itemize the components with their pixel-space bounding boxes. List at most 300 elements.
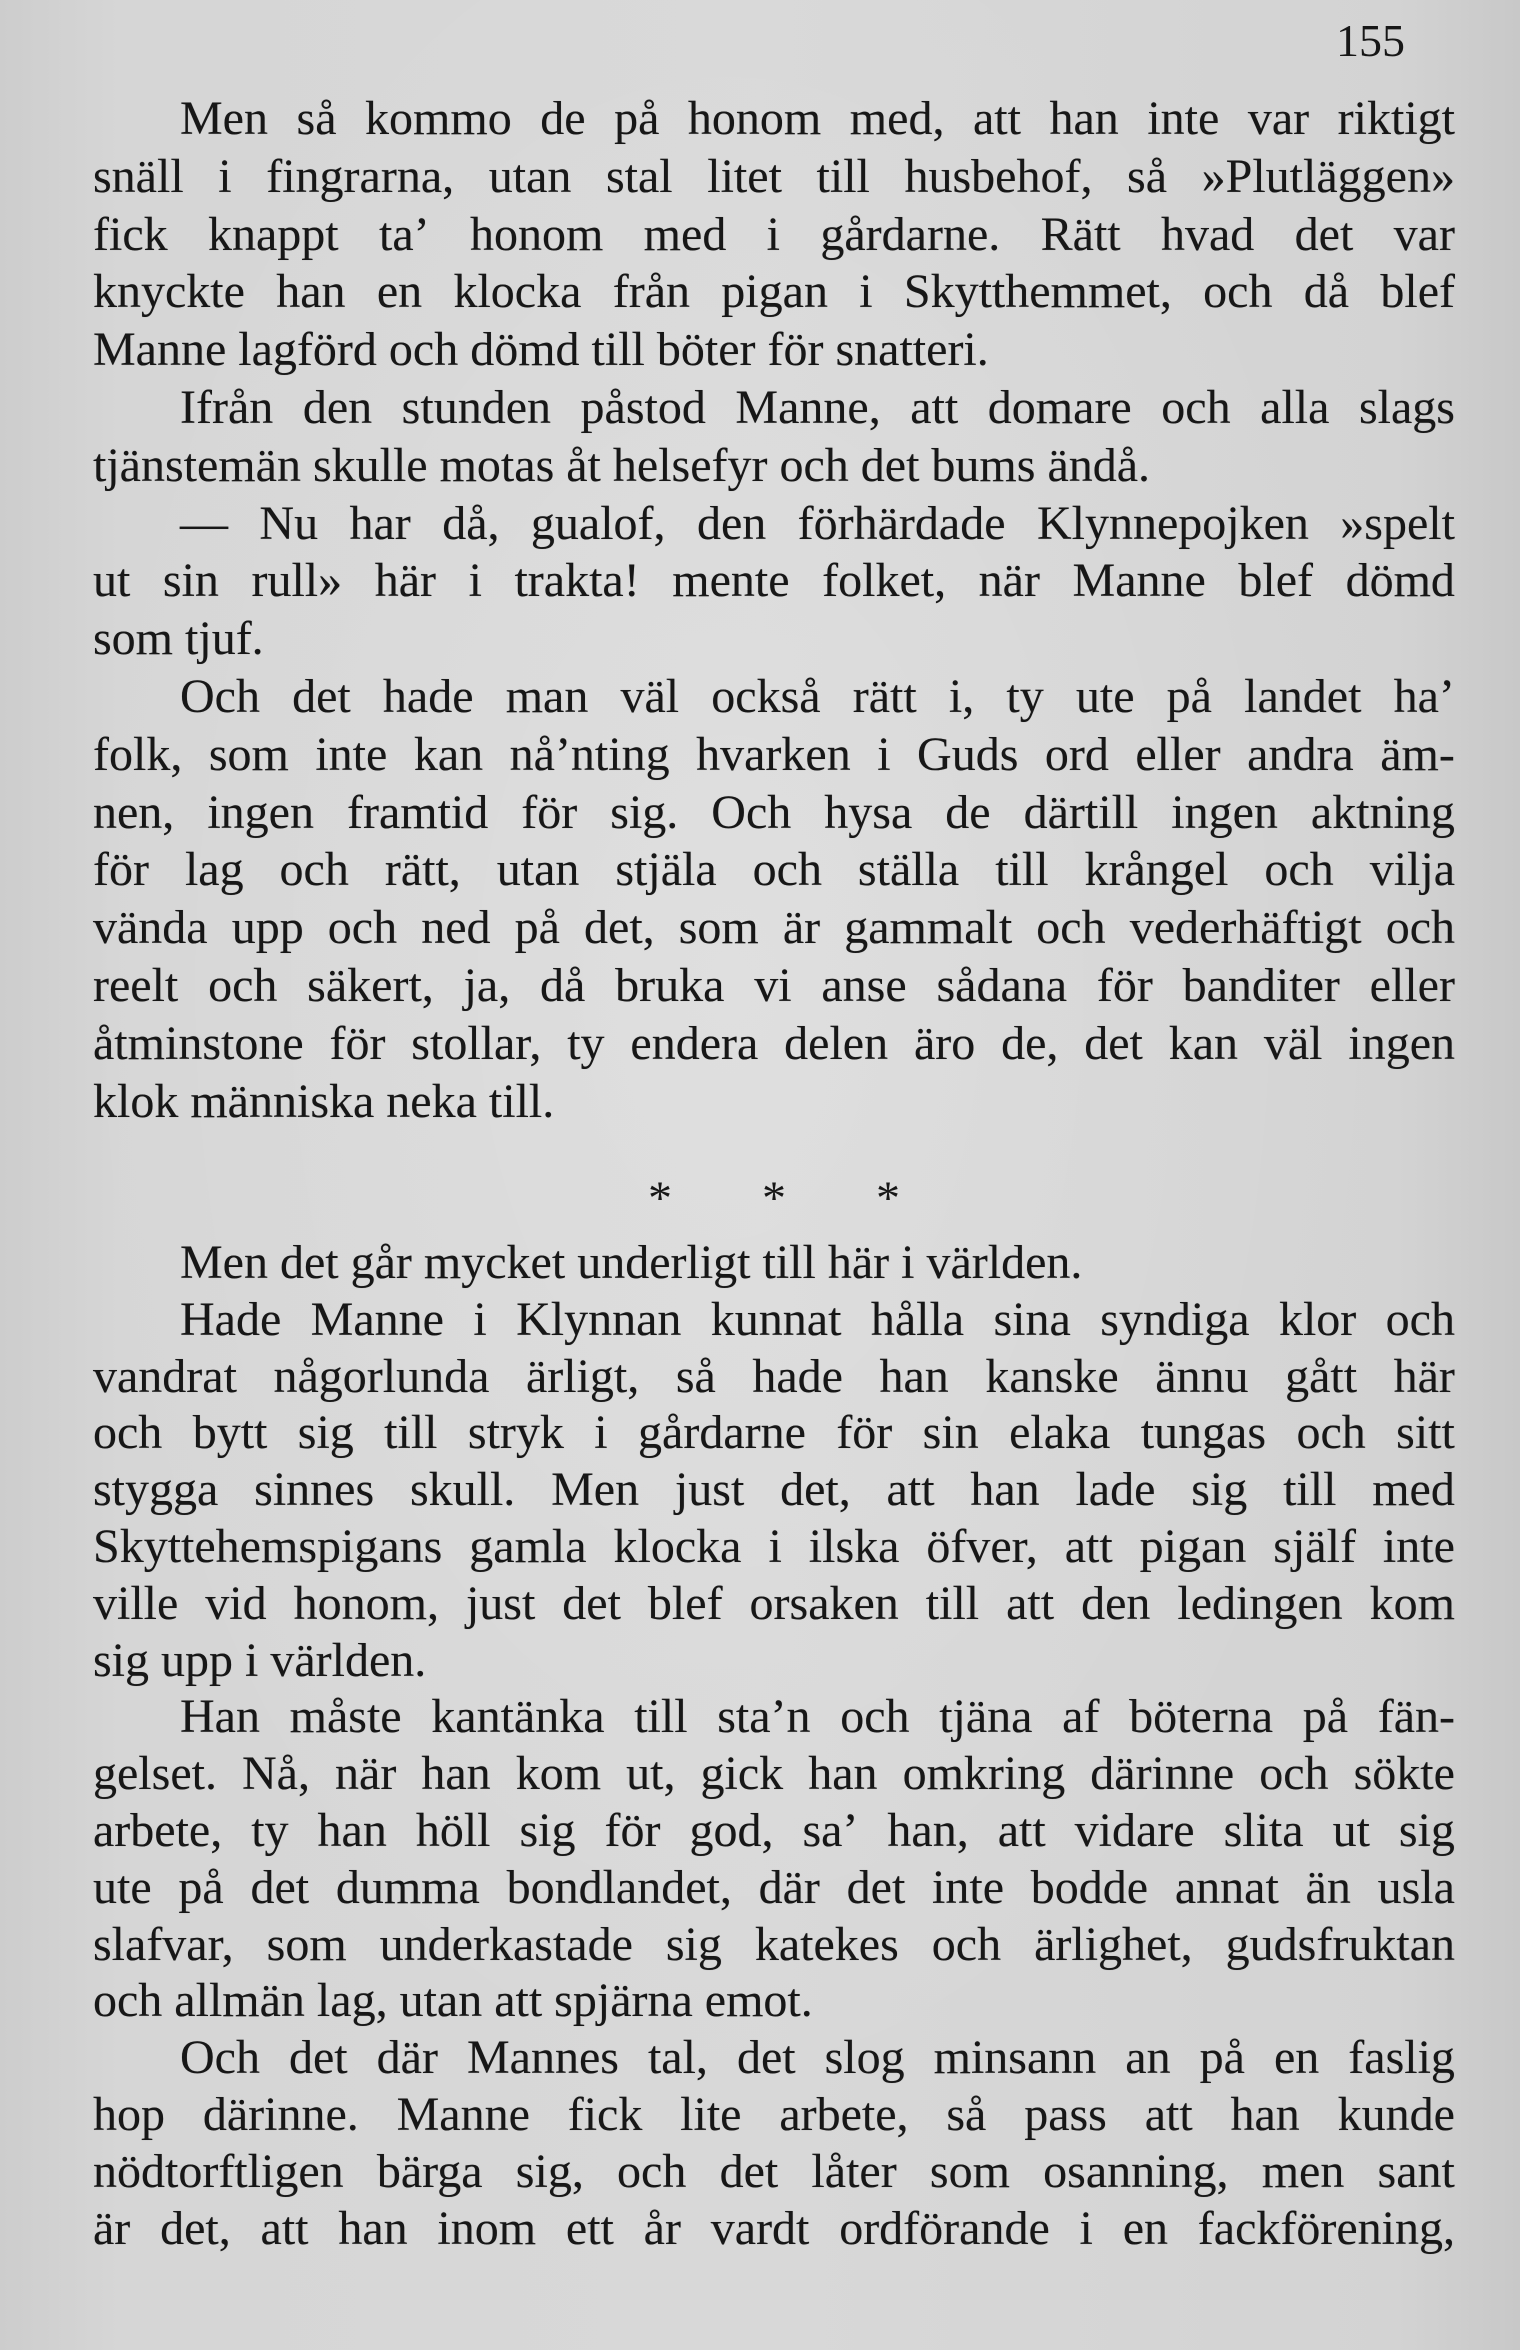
word: gårdarne. bbox=[820, 207, 1001, 261]
word: och bbox=[1385, 901, 1455, 955]
word: af bbox=[1062, 1690, 1100, 1744]
word: den bbox=[302, 380, 373, 434]
word: vandrat bbox=[93, 1349, 237, 1403]
word: faslig bbox=[1348, 2031, 1455, 2085]
word: att bbox=[1144, 2087, 1193, 2141]
word: Skytthemmet, bbox=[903, 265, 1172, 319]
word: på bbox=[178, 1860, 224, 1914]
word: att bbox=[910, 380, 959, 434]
word: husbehof, bbox=[904, 149, 1093, 203]
word: ut bbox=[93, 554, 131, 608]
text-line bbox=[93, 1349, 1455, 1406]
text-line bbox=[93, 552, 1455, 610]
word: klor bbox=[1278, 1292, 1357, 1346]
word: han, bbox=[887, 1803, 969, 1857]
word: ledingen bbox=[1177, 1576, 1343, 1630]
word: »spelt bbox=[1340, 496, 1455, 550]
word: och bbox=[1259, 1747, 1329, 1801]
word: ute bbox=[93, 1860, 152, 1914]
word: annat bbox=[1174, 1860, 1279, 1914]
text-line bbox=[93, 379, 1455, 437]
text-line bbox=[93, 2201, 1455, 2258]
word: som bbox=[929, 2144, 1010, 2198]
word: och bbox=[1385, 1292, 1455, 1346]
word: från bbox=[612, 265, 690, 319]
text-line bbox=[93, 1015, 1455, 1073]
word: Skyttehemspigans bbox=[93, 1519, 443, 1573]
word: litet bbox=[707, 149, 782, 203]
word: åtminstone bbox=[93, 1016, 304, 1070]
word: han bbox=[879, 1349, 949, 1403]
word: det, bbox=[160, 2201, 231, 2255]
word: utan bbox=[496, 843, 580, 897]
word: ja, bbox=[463, 958, 511, 1012]
word: tjäna bbox=[939, 1690, 1033, 1744]
word: en bbox=[1273, 2031, 1320, 2085]
word: därinne. bbox=[202, 2087, 359, 2141]
word: han bbox=[808, 1747, 878, 1801]
word: och bbox=[1296, 1406, 1366, 1460]
word: det bbox=[1294, 207, 1354, 261]
text-line bbox=[93, 1519, 1455, 1576]
word: gualof, bbox=[530, 496, 666, 550]
word: och bbox=[931, 1917, 1002, 1971]
word: landet bbox=[1244, 669, 1362, 723]
word: kan bbox=[1168, 1016, 1239, 1070]
word: omkring bbox=[902, 1747, 1066, 1801]
word: Klynnan bbox=[516, 1292, 682, 1346]
text-line: Manne lagförd och dömd till böter för snatteri. bbox=[93, 323, 989, 377]
word: Rätt bbox=[1040, 207, 1121, 261]
word: bondlandet, bbox=[506, 1860, 732, 1914]
word: fackförening, bbox=[1197, 2201, 1455, 2255]
word: sant bbox=[1377, 2144, 1455, 2198]
word: när bbox=[335, 1747, 397, 1801]
word: delen bbox=[784, 1016, 889, 1070]
word: måste bbox=[289, 1690, 402, 1744]
word: gamla bbox=[469, 1519, 587, 1573]
word: an bbox=[1125, 2031, 1171, 2085]
word: en bbox=[1122, 2201, 1168, 2255]
word: och bbox=[93, 1406, 163, 1460]
text-line bbox=[93, 1746, 1455, 1803]
word: att bbox=[997, 1803, 1046, 1857]
word: slafvar, bbox=[93, 1917, 234, 1971]
paragraph bbox=[93, 90, 1455, 379]
word: gått bbox=[1285, 1349, 1358, 1403]
word: ord bbox=[1044, 727, 1109, 781]
word: inte bbox=[315, 727, 388, 781]
word: Mannes bbox=[466, 2031, 619, 2085]
word: hade bbox=[752, 1349, 843, 1403]
word: sin bbox=[922, 1406, 979, 1460]
word: att bbox=[886, 1463, 935, 1517]
word: — bbox=[180, 496, 228, 550]
word: på bbox=[514, 901, 560, 955]
word: sig bbox=[519, 1803, 576, 1857]
word: sökte bbox=[1353, 1747, 1455, 1801]
word: att bbox=[1064, 1519, 1113, 1573]
word: för bbox=[836, 1406, 893, 1460]
word: »Plutläggen» bbox=[1201, 149, 1455, 203]
word: då bbox=[1303, 265, 1350, 319]
word: och bbox=[1203, 265, 1273, 319]
word: stollar, bbox=[411, 1016, 542, 1070]
word: låter bbox=[811, 2144, 897, 2198]
word: ilska bbox=[808, 1519, 900, 1573]
word: knyckte bbox=[93, 265, 245, 319]
text-line bbox=[93, 90, 1455, 148]
word: hade bbox=[382, 669, 474, 723]
text-line: sig upp i världen. bbox=[93, 1633, 427, 1687]
word: och bbox=[617, 2144, 687, 2198]
word: i bbox=[859, 265, 873, 319]
word: Klynnepojken bbox=[1036, 496, 1309, 550]
word: inte bbox=[1382, 1519, 1455, 1573]
word: höll bbox=[415, 1803, 491, 1857]
word: i bbox=[766, 207, 781, 261]
word: med, bbox=[849, 92, 945, 145]
word: fingrarna, bbox=[266, 149, 455, 203]
text-line bbox=[93, 263, 1455, 321]
word: god, bbox=[689, 1803, 774, 1857]
paragraph bbox=[93, 1689, 1455, 2030]
word: det, bbox=[780, 1463, 851, 1517]
word: vidare bbox=[1074, 1803, 1195, 1857]
word: som bbox=[678, 901, 759, 955]
word: sta’n bbox=[717, 1690, 811, 1744]
word: gick bbox=[700, 1747, 784, 1801]
word: väl bbox=[1263, 1016, 1323, 1070]
word: eller bbox=[1135, 727, 1221, 781]
word: bodde bbox=[1030, 1860, 1149, 1914]
word: gårdarne bbox=[638, 1406, 806, 1460]
word: vilja bbox=[1369, 843, 1455, 897]
word: öfver, bbox=[926, 1519, 1038, 1573]
text-line bbox=[93, 2030, 1455, 2087]
word: pigan bbox=[721, 265, 828, 319]
word: och bbox=[1161, 380, 1231, 434]
word: ställa bbox=[857, 843, 960, 897]
word: alla bbox=[1260, 380, 1330, 434]
word: sig, bbox=[515, 2144, 584, 2198]
section-1 bbox=[93, 90, 1455, 1130]
word: sitt bbox=[1396, 1406, 1455, 1460]
word: påstod bbox=[580, 380, 706, 434]
word: usla bbox=[1377, 1860, 1455, 1914]
word: Och bbox=[180, 2031, 260, 2085]
word: här bbox=[1393, 1349, 1455, 1403]
word: elaka bbox=[1009, 1406, 1111, 1460]
text-line bbox=[93, 2087, 1455, 2144]
word: rull» bbox=[251, 554, 343, 608]
word: reelt bbox=[93, 958, 179, 1012]
word: och bbox=[1036, 901, 1106, 955]
word: aktning bbox=[1310, 785, 1455, 839]
text-line bbox=[93, 1917, 1455, 1974]
text-line bbox=[93, 2144, 1455, 2201]
word: också bbox=[711, 669, 821, 723]
word: bärga bbox=[376, 2144, 483, 2198]
word: honom bbox=[687, 92, 822, 145]
paragraph bbox=[93, 1235, 1455, 1292]
text-line bbox=[93, 495, 1455, 553]
word: till bbox=[816, 149, 870, 203]
word: stryk bbox=[467, 1406, 564, 1460]
word: till bbox=[634, 1690, 688, 1744]
word: är bbox=[93, 2201, 131, 2255]
word: ute bbox=[1075, 669, 1135, 723]
word: honom bbox=[469, 207, 604, 261]
word: inte bbox=[932, 1860, 1005, 1914]
page-number: 155 bbox=[1336, 15, 1405, 66]
word: skull. bbox=[409, 1463, 516, 1517]
word: till bbox=[925, 1576, 980, 1630]
word: man bbox=[505, 669, 589, 723]
word: knappt bbox=[207, 207, 339, 261]
word: stygga bbox=[93, 1463, 219, 1517]
word: de, bbox=[1001, 1016, 1059, 1070]
word: Hade bbox=[180, 1292, 282, 1346]
word: så bbox=[296, 92, 337, 145]
word: ingen bbox=[1348, 1016, 1455, 1070]
word: lade bbox=[1075, 1463, 1156, 1517]
word: i bbox=[877, 727, 891, 781]
word: nen, bbox=[93, 785, 175, 839]
word: själf bbox=[1273, 1519, 1356, 1573]
word: att bbox=[972, 92, 1021, 145]
text-line: Men det går mycket underligt till här i världen. bbox=[180, 1236, 1083, 1289]
word: gelset. bbox=[93, 1747, 217, 1801]
word: osanning, bbox=[1043, 2144, 1229, 2198]
word: det bbox=[736, 2031, 796, 2085]
word: för bbox=[604, 1803, 661, 1857]
word: gammalt bbox=[844, 901, 1013, 955]
word: vi bbox=[754, 958, 792, 1012]
word: på bbox=[614, 92, 660, 145]
word: bruka bbox=[615, 958, 725, 1012]
word: ärligt, bbox=[525, 1349, 640, 1403]
text-line bbox=[93, 668, 1455, 726]
paragraph bbox=[93, 2030, 1455, 2257]
word: inom bbox=[437, 2201, 537, 2255]
word: och bbox=[840, 1690, 910, 1744]
text-line: och allmän lag, utan att spjärna emot. bbox=[93, 1974, 813, 2028]
word: det bbox=[288, 2031, 348, 2085]
word: och bbox=[208, 958, 278, 1012]
word: ty bbox=[1006, 669, 1044, 723]
word: klocka bbox=[453, 265, 582, 319]
word: Och bbox=[180, 669, 260, 723]
word: pigan bbox=[1139, 1519, 1247, 1573]
word: krångel bbox=[1084, 843, 1229, 897]
word: kommo bbox=[365, 92, 512, 145]
word: det bbox=[846, 1860, 906, 1914]
word: med bbox=[1372, 1463, 1455, 1517]
text-line bbox=[93, 1803, 1455, 1860]
word: ordförande bbox=[839, 2201, 1050, 2255]
word: och bbox=[1264, 843, 1334, 897]
word: slog bbox=[824, 2031, 905, 2085]
paragraph bbox=[93, 495, 1455, 668]
word: blef bbox=[647, 1576, 723, 1630]
word: Och bbox=[711, 785, 792, 839]
word: kunnat bbox=[710, 1292, 842, 1346]
word: stjäla bbox=[615, 843, 717, 897]
word: därinne bbox=[1090, 1747, 1235, 1801]
word: i bbox=[473, 1292, 487, 1346]
word: rätt, bbox=[384, 843, 461, 897]
word: hvad bbox=[1160, 207, 1255, 261]
word: Manne bbox=[396, 2087, 530, 2141]
word: Men bbox=[180, 92, 268, 145]
word: det bbox=[562, 1576, 621, 1630]
word: folket, bbox=[822, 554, 947, 608]
word: de bbox=[945, 785, 991, 839]
word: ty bbox=[567, 1016, 605, 1070]
word: minsann bbox=[933, 2031, 1097, 2085]
text-line: som tjuf. bbox=[93, 612, 264, 666]
word: klocka bbox=[613, 1519, 742, 1573]
word: katekes bbox=[754, 1917, 899, 1971]
word: trakta! bbox=[514, 554, 640, 608]
word: en bbox=[376, 265, 423, 319]
word: arbete, bbox=[779, 2087, 909, 2141]
text-line bbox=[93, 1576, 1455, 1633]
word: inte bbox=[1147, 92, 1220, 145]
word: sa’ bbox=[802, 1803, 859, 1857]
word: folk, bbox=[93, 727, 183, 781]
word: ingen bbox=[1171, 785, 1278, 839]
word: till bbox=[995, 843, 1049, 897]
word: för bbox=[521, 785, 578, 839]
word: förhärdade bbox=[797, 496, 1006, 550]
word: eller bbox=[1369, 958, 1455, 1012]
word: väl bbox=[620, 669, 680, 723]
word: hop bbox=[93, 2087, 165, 2141]
word: i bbox=[594, 1406, 608, 1460]
word: bytt bbox=[192, 1406, 268, 1460]
word: nödtorftligen bbox=[93, 2144, 344, 2198]
word: sig bbox=[665, 1917, 722, 1971]
word: som bbox=[266, 1917, 347, 1971]
text-line: tjänstemän skulle motas åt helsefyr och det bums ändå. bbox=[93, 438, 1151, 492]
word: nå’nting bbox=[509, 727, 670, 781]
word: där bbox=[758, 1860, 820, 1914]
word: det bbox=[1084, 1016, 1143, 1070]
word: han bbox=[338, 2201, 408, 2255]
word: hålla bbox=[870, 1292, 965, 1346]
word: sådana bbox=[936, 958, 1068, 1012]
word: just bbox=[465, 1576, 536, 1630]
word: lag bbox=[184, 843, 244, 897]
word: är bbox=[782, 901, 821, 955]
word: rätt bbox=[852, 669, 917, 723]
word: har bbox=[349, 496, 411, 550]
word: stunden bbox=[401, 380, 551, 434]
word: fick bbox=[567, 2087, 643, 2141]
word: kanske bbox=[985, 1349, 1119, 1403]
word: kunde bbox=[1337, 2087, 1455, 2141]
word: utan bbox=[488, 149, 572, 203]
word: var bbox=[1247, 92, 1310, 145]
word: Ifrån bbox=[180, 380, 274, 434]
word: någorlunda bbox=[273, 1349, 490, 1403]
word: ta’ bbox=[378, 207, 430, 261]
word: Nu bbox=[259, 496, 319, 550]
word: mente bbox=[672, 554, 790, 608]
word: dömd bbox=[1345, 554, 1455, 608]
word: kan bbox=[413, 727, 484, 781]
word: för bbox=[93, 843, 149, 897]
word: ty bbox=[251, 1803, 289, 1857]
word: andra bbox=[1247, 727, 1354, 781]
word: så bbox=[675, 1349, 716, 1403]
word: han bbox=[970, 1463, 1040, 1517]
section-break: * * * bbox=[648, 1172, 900, 1225]
word: så bbox=[1127, 149, 1168, 203]
word: snäll bbox=[93, 149, 184, 203]
word: sig. bbox=[610, 785, 679, 839]
word: domare bbox=[987, 380, 1132, 434]
word: på bbox=[1199, 2031, 1245, 2085]
word: för bbox=[1096, 958, 1153, 1012]
word: ingen bbox=[207, 785, 314, 839]
word: än bbox=[1305, 1860, 1351, 1914]
text-line bbox=[93, 1405, 1455, 1462]
word: orsaken bbox=[749, 1576, 899, 1630]
word: för bbox=[329, 1016, 386, 1070]
text-line bbox=[93, 1292, 1455, 1349]
word: äro bbox=[913, 1016, 976, 1070]
word: i bbox=[218, 149, 232, 203]
word: böterna bbox=[1129, 1690, 1274, 1744]
word: Manne, bbox=[735, 380, 881, 434]
word: han bbox=[317, 1803, 387, 1857]
word: det, bbox=[584, 901, 655, 955]
word: och bbox=[279, 843, 349, 897]
word: och bbox=[752, 843, 822, 897]
word: sig bbox=[297, 1406, 354, 1460]
word: han bbox=[276, 265, 346, 319]
word: tal, bbox=[647, 2031, 708, 2085]
word: på bbox=[1302, 1690, 1349, 1744]
word: slita bbox=[1223, 1803, 1304, 1857]
word: säkert, bbox=[307, 958, 434, 1012]
text-line bbox=[93, 1689, 1455, 1746]
word: han bbox=[1049, 92, 1119, 145]
word: ännu bbox=[1155, 1349, 1249, 1403]
word: att bbox=[1006, 1576, 1055, 1630]
word: som bbox=[208, 727, 289, 781]
word: dumma bbox=[335, 1860, 480, 1914]
word: Nå, bbox=[242, 1747, 310, 1801]
word: lite bbox=[680, 2087, 742, 2141]
word: underkastade bbox=[379, 1917, 633, 1971]
word: sin bbox=[162, 554, 219, 608]
word: fän- bbox=[1377, 1690, 1455, 1744]
paragraph bbox=[93, 668, 1455, 1130]
text-line bbox=[93, 899, 1455, 957]
word: gudsfruktan bbox=[1225, 1917, 1455, 1971]
word: i bbox=[468, 554, 482, 608]
word: med bbox=[643, 207, 727, 261]
word: hysa bbox=[824, 785, 913, 839]
word: Guds bbox=[917, 727, 1019, 781]
section-2 bbox=[93, 1235, 1455, 2257]
word: honom, bbox=[293, 1576, 439, 1630]
word: ha’ bbox=[1393, 669, 1455, 723]
